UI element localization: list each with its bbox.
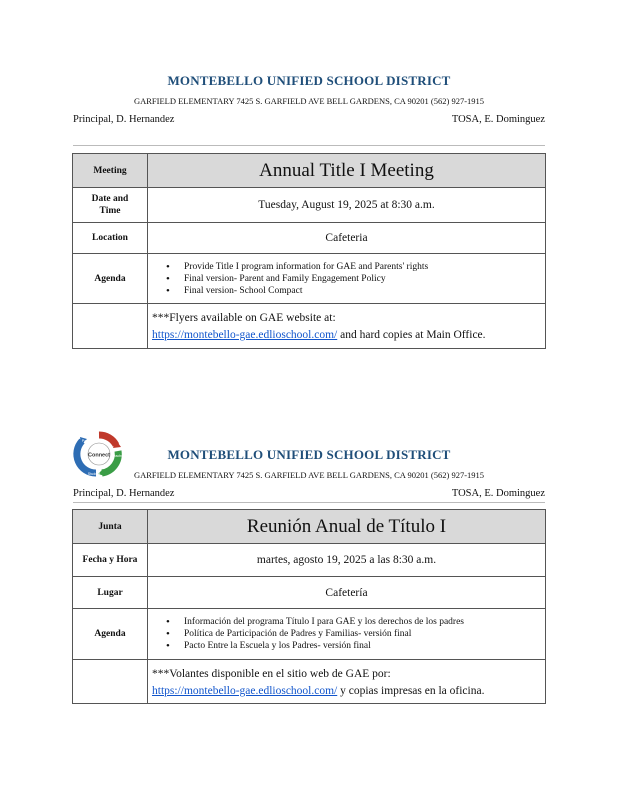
meeting-table-es: [72, 509, 546, 704]
list-item: • Pacto Entre la Escuela y los Padres- versión final: [184, 640, 545, 652]
lugar-label: Lugar: [73, 577, 148, 609]
date-label: Date and Time: [73, 188, 148, 223]
website-link-es[interactable]: https://montebello-gae.edlioschool.com/: [152, 684, 338, 697]
logo-word-center: Connect: [88, 452, 110, 459]
empty-cell: [73, 304, 148, 349]
district-title-en: MONTEBELLO UNIFIED SCHOOL DISTRICT: [167, 73, 451, 88]
flyer-note: ***Flyers available on GAE website at: https://montebello-gae.edlioschool.com/ and hard copies at Main Office.: [148, 304, 546, 349]
tosa-en: TOSA, E. Dominguez: [451, 114, 545, 125]
list-item: • Provide Title I program information for GAE and Parents' rights: [184, 261, 545, 273]
agenda-list-es: [148, 609, 546, 660]
district-title-es: MONTEBELLO UNIFIED SCHOOL DISTRICT: [167, 447, 451, 462]
list-item: • Final version- Parent and Family Engagement Policy: [184, 273, 545, 285]
flyer-note-es: ***Volantes disponible en el sitio web de GAE por: https://montebello-gae.edlioschool.com/ y copias impresas en la oficina.: [148, 660, 546, 704]
date-value: Tuesday, August 19, 2025 at 8:30 a.m.: [148, 188, 546, 223]
empty-cell: [73, 660, 148, 704]
agenda-list: [148, 254, 546, 304]
lugar-value: Cafetería: [148, 577, 546, 609]
header-rule-en: [73, 145, 545, 146]
junta-title: Reunión Anual de Título I: [148, 510, 546, 544]
junta-label: Junta: [73, 510, 148, 544]
fecha-label: Fecha y Hora: [73, 544, 148, 577]
header-rule-es: [73, 502, 545, 503]
tosa-es: TOSA, E. Dominguez: [451, 488, 545, 499]
agenda-label: Agenda: [73, 254, 148, 304]
website-link[interactable]: https://montebello-gae.edlioschool.com/: [152, 329, 338, 341]
logo-word-student: Student: [87, 472, 101, 476]
school-address-en: GARFIELD ELEMENTARY 7425 S. GARFIELD AVE BELL GARDENS, CA 90201 (562) 927-1915: [133, 96, 485, 106]
school-address-es: GARFIELD ELEMENTARY 7425 S. GARFIELD AVE BELL GARDENS, CA 90201 (562) 927-1915: [133, 470, 485, 480]
list-item: • Política de Participación de Padres y Familias- versión final: [184, 628, 545, 640]
list-item: • Información del programa Título I para GAE y los derechos de los padres: [184, 616, 545, 628]
list-item: • Final version- School Compact: [184, 285, 545, 297]
principal-en: Principal, D. Hernandez: [73, 114, 175, 125]
meeting-title: Annual Title I Meeting: [148, 154, 546, 188]
logo-word-parent: Parent: [81, 439, 93, 443]
meeting-table-en: [72, 153, 546, 349]
principal-es: Principal, D. Hernandez: [73, 488, 175, 499]
location-label: Location: [73, 223, 148, 254]
agenda-label-es: Agenda: [73, 609, 148, 660]
fecha-value: martes, agosto 19, 2025 a las 8:30 a.m.: [148, 544, 546, 577]
logo-word-teacher: Teacher: [111, 454, 125, 458]
location-value: Cafeteria: [148, 223, 546, 254]
meeting-label: Meeting: [73, 154, 148, 188]
